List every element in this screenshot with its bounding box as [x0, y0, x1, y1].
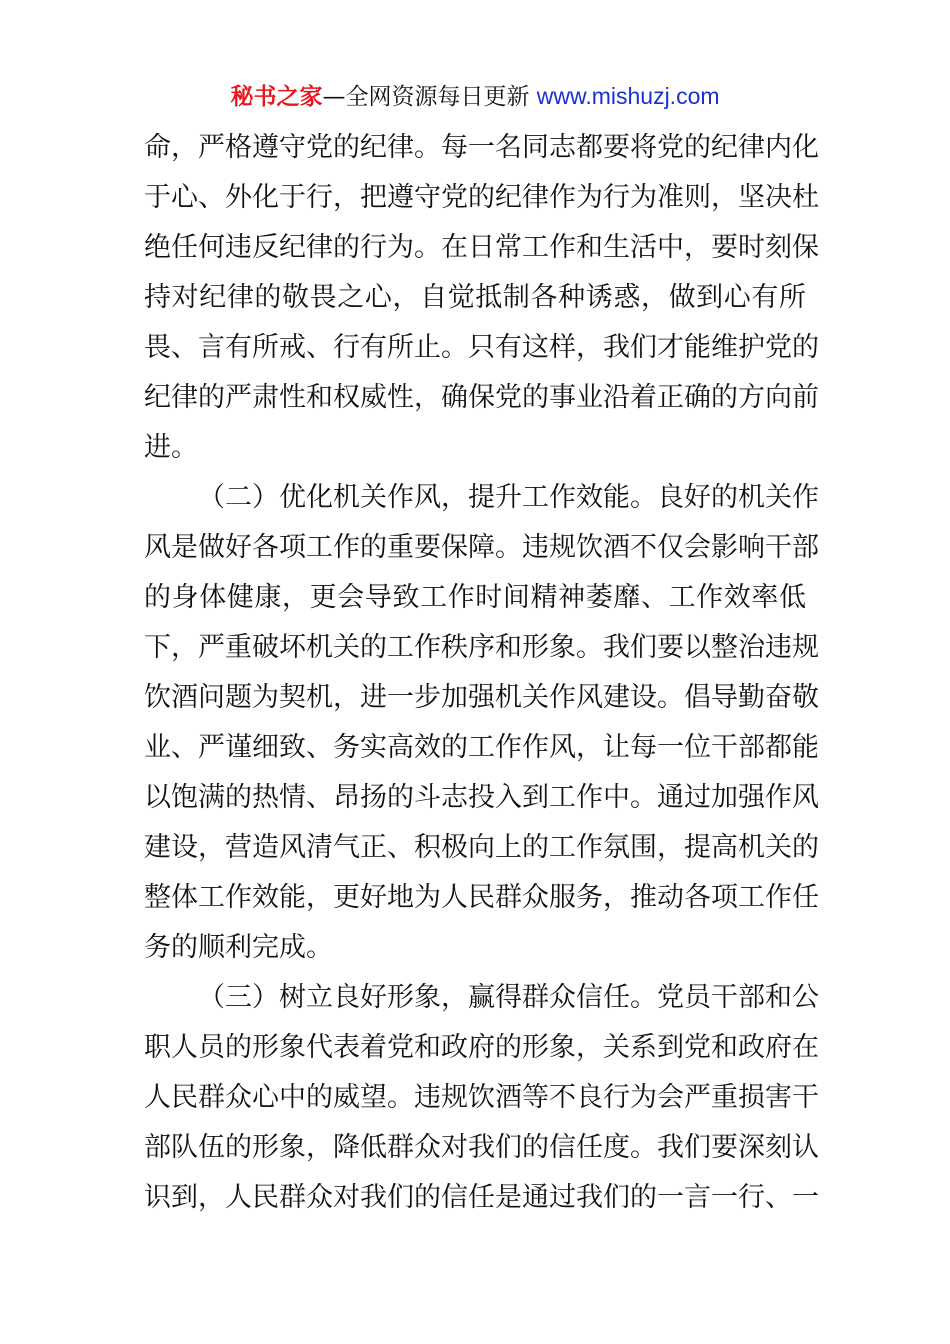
site-header — [0, 80, 950, 113]
text-line: 整体工作效能，更好地为人民群众服务，推动各项工作任 — [144, 882, 819, 913]
text-line: 的身体健康，更会导致工作时间精神萎靡、工作效率低 — [144, 582, 806, 613]
paragraph — [144, 123, 819, 473]
text-line: 人民群众心中的威望。违规饮酒等不良行为会严重损害干 — [144, 1082, 819, 1113]
text-line: 风是做好各项工作的重要保障。违规饮酒不仅会影响干部 — [144, 532, 819, 563]
text-line: 进。 — [144, 432, 198, 463]
text-line: 职人员的形象代表着党和政府的形象，关系到党和政府在 — [144, 1032, 819, 1063]
site-url[interactable]: www.mishuzj.com — [536, 83, 720, 109]
text-line: 以饱满的热情、昂扬的斗志投入到工作中。通过加强作风 — [144, 782, 819, 813]
text-line: 纪律的严肃性和权威性，确保党的事业沿着正确的方向前 — [144, 382, 819, 413]
text-line: 畏、言有所戒、行有所止。只有这样，我们才能维护党的 — [144, 332, 819, 363]
text-line: 下，严重破坏机关的工作秩序和形象。我们要以整治违规 — [144, 632, 819, 663]
text-line: 部队伍的形象，降低群众对我们的信任度。我们要深刻认 — [144, 1132, 819, 1163]
text-line: 建设，营造风清气正、积极向上的工作氛围，提高机关的 — [144, 832, 819, 863]
text-line: 持对纪律的敬畏之心，自觉抵制各种诱惑，做到心有所 — [144, 282, 806, 313]
site-tagline: —全网资源每日更新 — [322, 84, 537, 110]
paragraph — [144, 473, 819, 973]
document-body — [144, 123, 819, 1223]
text-line: （三）树立良好形象，赢得群众信任。党员干部和公 — [198, 982, 819, 1013]
text-line: 识到，人民群众对我们的信任是通过我们的一言一行、一 — [144, 1182, 819, 1213]
text-line: 业、严谨细致、务实高效的工作作风，让每一位干部都能 — [144, 732, 819, 763]
text-line: （二）优化机关作风，提升工作效能。良好的机关作 — [198, 482, 819, 513]
text-line: 命，严格遵守党的纪律。每一名同志都要将党的纪律内化 — [144, 132, 819, 163]
text-line: 饮酒问题为契机，进一步加强机关作风建设。倡导勤奋敬 — [144, 682, 819, 713]
text-line: 于心、外化于行，把遵守党的纪律作为行为准则，坚决杜 — [144, 182, 819, 213]
site-brand: 秘书之家 — [230, 84, 323, 110]
text-line: 务的顺利完成。 — [144, 932, 333, 963]
text-line: 绝任何违反纪律的行为。在日常工作和生活中，要时刻保 — [144, 232, 819, 263]
paragraph — [144, 973, 819, 1223]
